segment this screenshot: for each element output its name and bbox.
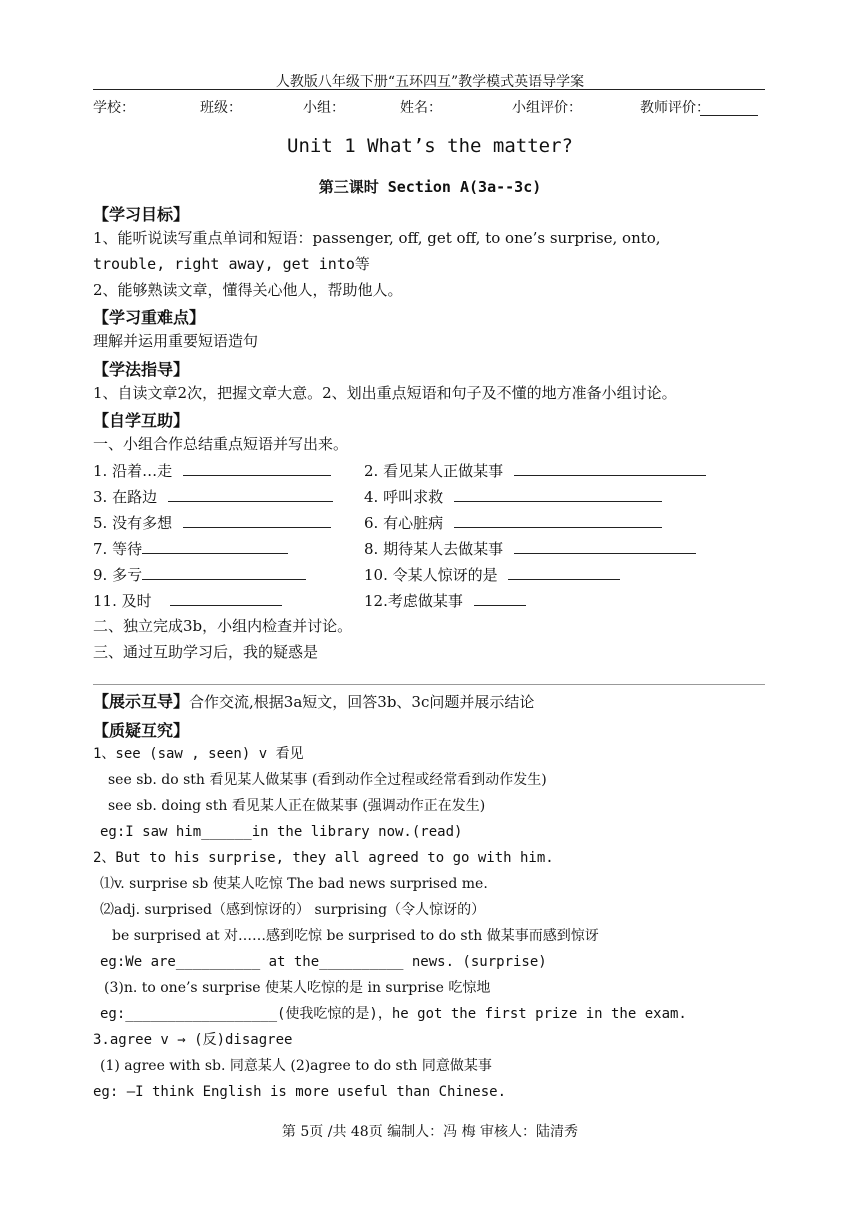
inquiry-line: see sb. doing sth 看见某人正在做某事 (强调动作正在发生) bbox=[108, 798, 486, 814]
goals-line-1: 1、能听说读写重点单词和短语：passenger, off, get off, to one’s surprise, onto, bbox=[93, 229, 661, 247]
field-name: 姓名： bbox=[400, 100, 442, 116]
phrase-item-3: 3. 在路边 bbox=[93, 486, 333, 507]
inquiry-line: ⑴v. surprise sb 使某人吃惊 The bad news surprised me. bbox=[100, 876, 488, 892]
inquiry-line: eg: —I think English is more useful than Chinese. bbox=[93, 1084, 507, 1100]
page-footer: 第 5页 /共 48页 编制人：冯 梅 审核人：陆清秀 bbox=[281, 1124, 579, 1140]
inquiry-line: eg:I saw him______in the library now.(read) bbox=[100, 824, 463, 840]
display-heading: 【展示互导】 bbox=[93, 692, 190, 711]
field-school: 学校： bbox=[93, 100, 135, 116]
field-teacher-eval: 教师评价： bbox=[640, 100, 710, 116]
inquiry-line: eg:We are__________ at the__________ news. (surprise) bbox=[100, 954, 547, 970]
phrase-item-10: 10. 令某人惊讶的是 bbox=[364, 564, 620, 585]
field-group-eval: 小组评价： bbox=[512, 100, 582, 116]
keypoints-text: 理解并运用重要短语造句 bbox=[93, 332, 259, 350]
selfstudy-intro: 一、小组合作总结重点短语并写出来。 bbox=[93, 435, 349, 453]
display-row bbox=[93, 692, 534, 712]
teacher-eval-underline bbox=[700, 115, 758, 116]
phrase-item-9: 9. 多亏 bbox=[93, 564, 306, 585]
inquiry-line: be surprised at 对……感到吃惊 be surprised to do sth 做某事而感到惊讶 bbox=[112, 928, 599, 944]
inquiry-line: eg:__________________(使我吃惊的是)，he got the first prize in the exam. bbox=[100, 1006, 687, 1022]
top-title: 人教版八年级下册“五环四互”教学模式英语导学案 bbox=[275, 74, 585, 90]
phrase-item-11: 11. 及时 bbox=[93, 590, 282, 611]
field-class: 班级： bbox=[200, 100, 242, 116]
goals-heading: 【学习目标】 bbox=[93, 205, 190, 224]
inquiry-line: (1) agree with sb. 同意某人 (2)agree to do sth 同意做某事 bbox=[100, 1058, 492, 1074]
page-subtitle: 第三课时 Section A(3a--3c) bbox=[318, 178, 542, 196]
phrase-item-4: 4. 呼叫求救 bbox=[364, 486, 662, 507]
phrase-item-5: 5. 没有多想 bbox=[93, 512, 331, 533]
phrase-item-8: 8. 期待某人去做某事 bbox=[364, 538, 696, 559]
method-heading: 【学法指导】 bbox=[93, 360, 190, 379]
selfstudy-line-3: 三、通过互助学习后，我的疑惑是 bbox=[93, 643, 319, 661]
inquiry-line: ⑵adj. surprised（感到惊讶的） surprising（令人惊讶的） bbox=[100, 902, 486, 918]
phrase-item-2: 2. 看见某人正做某事 bbox=[364, 460, 706, 481]
inquiry-line: see sb. do sth 看见某人做某事 (看到动作全过程或经常看到动作发生) bbox=[108, 772, 547, 788]
phrase-item-6: 6. 有心脏病 bbox=[364, 512, 662, 533]
goals-line-3: 2、能够熟读文章，懂得关心他人，帮助他人。 bbox=[93, 281, 403, 299]
phrase-item-12: 12.考虑做某事 bbox=[364, 590, 526, 611]
selfstudy-heading: 【自学互助】 bbox=[93, 411, 190, 430]
inquiry-line: (3)n. to one’s surprise 使某人吃惊的是 in surprise 吃惊地 bbox=[104, 980, 491, 996]
phrase-item-1: 1. 沿着…走 bbox=[93, 460, 331, 481]
inquiry-heading: 【质疑互究】 bbox=[93, 721, 190, 740]
inquiry-line: 1、see (saw , seen) v 看见 bbox=[93, 746, 304, 762]
page-title: Unit 1 What’s the matter? bbox=[287, 135, 573, 157]
field-group: 小组： bbox=[303, 100, 345, 116]
display-text: 合作交流,根据3a短文，回答3b、3c问题并展示结论 bbox=[189, 693, 535, 711]
phrase-item-7: 7. 等待 bbox=[93, 538, 288, 559]
inquiry-line: 2、But to his surprise, they all agreed to go with him. bbox=[93, 850, 554, 866]
header-divider bbox=[93, 89, 765, 90]
method-text: 1、自读文章2次，把握文章大意。2、划出重点短语和句子及不懂的地方准备小组讨论。 bbox=[93, 384, 677, 402]
inquiry-line: 3.agree v → (反)disagree bbox=[93, 1032, 293, 1048]
keypoints-heading: 【学习重难点】 bbox=[93, 308, 206, 327]
goals-line-2: trouble, right away, get into等 bbox=[93, 255, 370, 273]
section-divider bbox=[93, 684, 765, 685]
selfstudy-line-2: 二、独立完成3b，小组内检查并讨论。 bbox=[93, 617, 353, 635]
